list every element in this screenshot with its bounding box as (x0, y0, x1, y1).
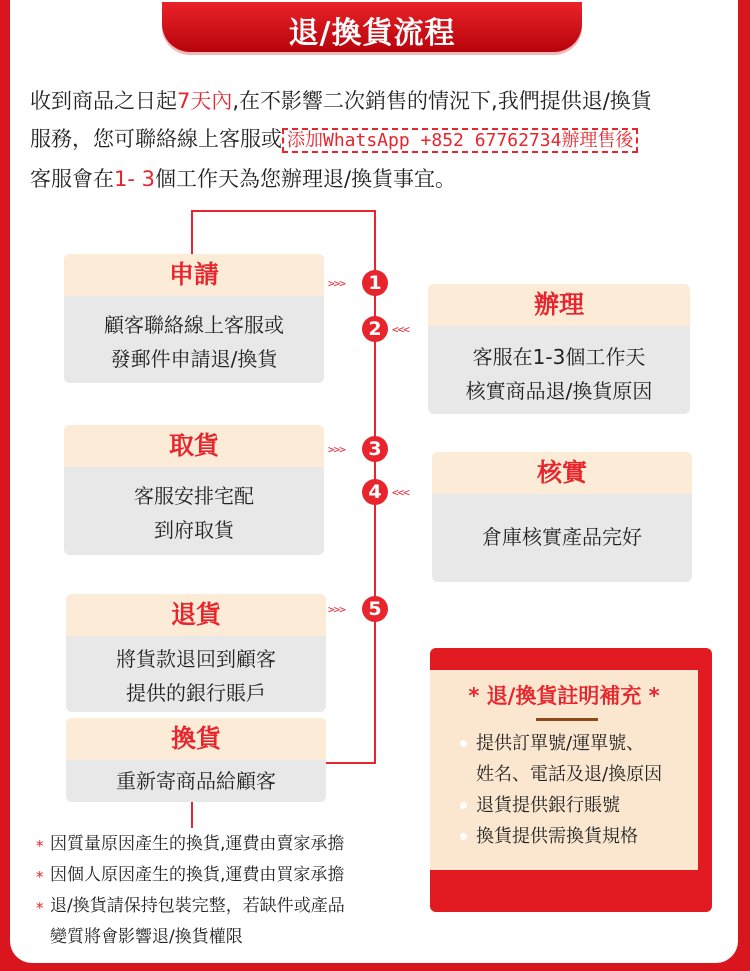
notes-item: 提供訂單號/運單號、 (460, 728, 662, 759)
notes-title: * 退/換貨註明補充 * (468, 684, 660, 708)
intro-text: 客服會在 (30, 167, 114, 191)
step-process-text: 核實商品退/換貨原因 (465, 379, 653, 403)
intro-text: 服務，您可聯絡線上客服或 (30, 127, 282, 151)
disclaimer-list (36, 829, 396, 953)
notes-item: 換貨提供需換貨規格 (460, 821, 662, 852)
step-pickup-title: 取貨 (64, 425, 324, 467)
step-4-badge: 4 (362, 479, 388, 505)
arrow-left: <<< (392, 323, 409, 336)
flow-line-bottom (326, 762, 376, 764)
step-refund-text: 將貨款退回到顧客 (116, 647, 276, 671)
arrow-right: >>> (328, 443, 345, 456)
step-pickup-card (64, 425, 324, 555)
flow-line-left-top (191, 210, 193, 254)
disclaimer-item: * 退/換貨請保持包裝完整，若缺件或產品 (36, 891, 396, 922)
step-verify-title: 核實 (432, 452, 692, 494)
arrow-right: >>> (328, 603, 345, 616)
notes-list (460, 728, 662, 852)
disclaimer-item-continued: 變質將會影響退/換貨權限 (50, 927, 243, 947)
whatsapp-contact[interactable]: 添加WhatsApp +852 67762734辦理售後 (282, 128, 638, 153)
flow-line-left-bottom (191, 802, 193, 828)
notes-item: 退貨提供銀行賬號 (460, 790, 662, 821)
intro-highlight-workdays: 1- 3 (114, 167, 155, 191)
step-verify-text: 倉庫核實產品完好 (482, 525, 642, 549)
disclaimer-item: * 因質量原因產生的換貨,運費由賣家承擔 (36, 829, 396, 860)
step-verify-card (432, 452, 692, 582)
step-process-title: 辦理 (428, 284, 690, 326)
notes-box (430, 648, 712, 912)
step-exchange-text: 重新寄商品給顧客 (116, 769, 276, 793)
intro-paragraph (30, 82, 730, 198)
step-exchange-card (66, 718, 326, 802)
step-5-badge: 5 (362, 596, 388, 622)
step-pickup-text: 客服安排宅配 (134, 484, 254, 508)
arrow-right: >>> (328, 277, 345, 290)
step-apply-title: 申請 (64, 254, 324, 296)
intro-text: 個工作天為您辦理退/換貨事宜。 (154, 167, 457, 191)
intro-text: 收到商品之日起 (30, 89, 177, 113)
step-refund-card (66, 594, 326, 712)
disclaimer-item: * 因個人原因產生的換貨,運費由買家承擔 (36, 860, 396, 891)
notes-item: 姓名、電話及退/換原因 (476, 764, 663, 785)
step-refund-text: 提供的銀行賬戶 (126, 681, 266, 705)
step-3-badge: 3 (362, 436, 388, 462)
step-pickup-text: 到府取貨 (154, 518, 234, 542)
step-apply-card (64, 254, 324, 383)
notes-divider (536, 718, 598, 721)
step-1-badge: 1 (362, 270, 388, 296)
flow-line-top (191, 210, 375, 212)
step-process-card (428, 284, 690, 414)
step-exchange-title: 換貨 (66, 718, 326, 760)
step-refund-title: 退貨 (66, 594, 326, 636)
step-2-badge: 2 (362, 316, 388, 342)
step-apply-text: 顧客聯絡線上客服或 (104, 313, 284, 337)
page-title: 退/換貨流程 (288, 16, 456, 51)
intro-text: ,在不影響二次銷售的情況下,我們提供退/換貨 (232, 89, 652, 113)
step-apply-text: 發郵件申請退/換貨 (110, 347, 278, 371)
title-banner (162, 2, 582, 52)
notes-panel (430, 670, 698, 870)
step-process-text: 客服在1-3個工作天 (472, 345, 646, 369)
intro-highlight-days: 7天內 (177, 89, 233, 113)
arrow-left: <<< (392, 486, 409, 499)
